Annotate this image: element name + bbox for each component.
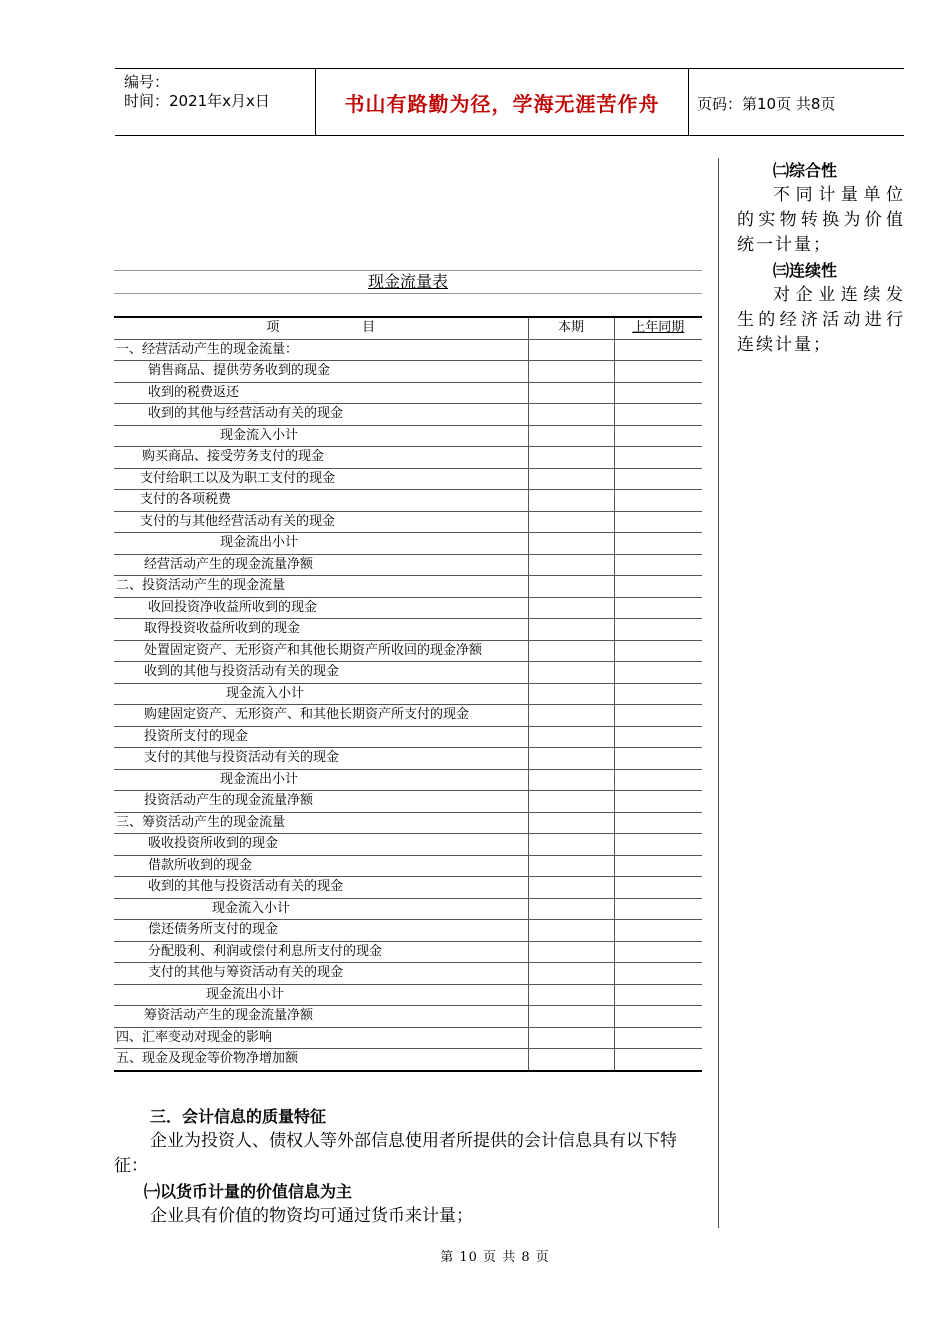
row-current-value [528,877,614,899]
row-item-label: 一、经营活动产生的现金流量： [114,339,528,361]
row-prior-value [614,490,702,512]
row-item-label: 支付的其他与筹资活动有关的现金 [114,963,528,985]
col-header-current: 本期 [528,317,614,339]
row-prior-value [614,748,702,770]
table-row [114,640,702,662]
row-current-value [528,511,614,533]
row-prior-value [614,404,702,426]
table-row [114,576,702,598]
row-current-value [528,597,614,619]
doc-time-label: 时间：2021年x月x日 [124,92,270,110]
col-header-prior: 上年同期 [614,317,702,339]
row-current-value [528,748,614,770]
table-row [114,791,702,813]
paragraph-continuity: 对企业连续发生的经济活动进行连续计量； [737,285,905,355]
row-current-value [528,1049,614,1071]
row-current-value [528,361,614,383]
row-item-label: 吸收投资所收到的现金 [114,834,528,856]
row-current-value [528,640,614,662]
row-item-label: 筹资活动产生的现金流量净额 [114,1006,528,1028]
table-row [114,748,702,770]
table-header-row [114,317,702,339]
row-item-label: 收到的其他与经营活动有关的现金 [114,404,528,426]
row-prior-value [614,855,702,877]
page-footer: 第 10 页 共 8 页 [440,1250,550,1265]
table-row [114,339,702,361]
table-row [114,941,702,963]
row-item-label: 购建固定资产、无形资产、和其他长期资产所支付的现金 [114,705,528,727]
section-paragraph-1: 企业为投资人、债权人等外部信息使用者所提供的会计信息具有以下特征： [114,1131,677,1176]
row-item-label: 现金流入小计 [114,425,528,447]
table-row [114,361,702,383]
row-prior-value [614,898,702,920]
row-prior-value [614,877,702,899]
row-current-value [528,619,614,641]
doc-number-label: 编号： [124,73,170,91]
row-current-value [528,576,614,598]
row-prior-value [614,834,702,856]
subheading-monetary: ㈠以货币计量的价值信息为主 [144,1182,353,1201]
row-current-value [528,834,614,856]
row-current-value [528,447,614,469]
table-row [114,1027,702,1049]
row-item-label: 现金流出小计 [114,769,528,791]
row-prior-value [614,941,702,963]
row-item-label: 偿还债务所支付的现金 [114,920,528,942]
row-current-value [528,920,614,942]
row-current-value [528,339,614,361]
row-current-value [528,1027,614,1049]
table-row [114,726,702,748]
header-motto: 书山有路勤为径，学海无涯苦作舟 [344,92,660,116]
column-divider [718,158,719,1228]
table-row [114,920,702,942]
row-current-value [528,705,614,727]
table-row [114,834,702,856]
section-paragraph-2: 企业具有价值的物资均可通过货币来计量； [150,1206,473,1226]
row-prior-value [614,597,702,619]
table-title: 现金流量表 [114,271,702,294]
row-current-value [528,554,614,576]
row-current-value [528,382,614,404]
row-prior-value [614,425,702,447]
row-prior-value [614,447,702,469]
row-item-label: 经营活动产生的现金流量净额 [114,554,528,576]
row-item-label: 分配股利、利润或偿付利息所支付的现金 [114,941,528,963]
table-row [114,984,702,1006]
table-row [114,490,702,512]
col-header-item: 项 目 [114,317,528,339]
table-row [114,683,702,705]
table-row [114,554,702,576]
table-row [114,382,702,404]
row-prior-value [614,726,702,748]
header-bottom-rule [115,135,904,136]
row-item-label: 取得投资收益所收到的现金 [114,619,528,641]
table-row [114,597,702,619]
row-prior-value [614,1027,702,1049]
row-item-label: 购买商品、接受劳务支付的现金 [114,447,528,469]
section-heading: 三．会计信息的质量特征 [150,1107,327,1126]
row-item-label: 现金流入小计 [114,683,528,705]
row-item-label: 收到的其他与投资活动有关的现金 [114,662,528,684]
paragraph-comprehensive: 不同计量单位的实物转换为价值统一计量； [737,185,905,255]
row-prior-value [614,361,702,383]
heading-continuity: ㈢连续性 [773,261,838,280]
row-current-value [528,963,614,985]
row-item-label: 支付给职工以及为职工支付的现金 [114,468,528,490]
row-prior-value [614,382,702,404]
row-prior-value [614,339,702,361]
row-item-label: 销售商品、提供劳务收到的现金 [114,361,528,383]
table-blank-row [114,294,702,318]
table-row [114,425,702,447]
row-prior-value [614,554,702,576]
row-current-value [528,791,614,813]
body-text [114,1104,704,1229]
row-prior-value [614,705,702,727]
row-item-label: 投资活动产生的现金流量净额 [114,791,528,813]
row-prior-value [614,920,702,942]
row-current-value [528,941,614,963]
row-item-label: 借款所收到的现金 [114,855,528,877]
row-item-label: 投资所支付的现金 [114,726,528,748]
row-item-label: 收到的其他与投资活动有关的现金 [114,877,528,899]
right-column [737,158,905,358]
table-row [114,898,702,920]
table-row [114,769,702,791]
row-item-label: 处置固定资产、无形资产和其他长期资产所收回的现金净额 [114,640,528,662]
row-current-value [528,726,614,748]
row-current-value [528,490,614,512]
row-item-label: 四、汇率变动对现金的影响 [114,1027,528,1049]
row-prior-value [614,791,702,813]
table-row [114,404,702,426]
row-prior-value [614,1006,702,1028]
row-current-value [528,533,614,555]
row-current-value [528,1006,614,1028]
row-current-value [528,662,614,684]
table-row [114,1006,702,1028]
table-row [114,855,702,877]
table-row [114,705,702,727]
row-item-label: 五、现金及现金等价物净增加额 [114,1049,528,1071]
row-prior-value [614,963,702,985]
row-item-label: 支付的其他与投资活动有关的现金 [114,748,528,770]
table-row [114,662,702,684]
row-current-value [528,812,614,834]
row-prior-value [614,683,702,705]
heading-comprehensive: ㈡综合性 [773,161,838,180]
row-item-label: 现金流入小计 [114,898,528,920]
table-row [114,877,702,899]
row-current-value [528,468,614,490]
row-item-label: 二、投资活动产生的现金流量 [114,576,528,598]
page-number-label: 页码：第10页 共8页 [697,95,836,113]
row-item-label: 三、筹资活动产生的现金流量 [114,812,528,834]
row-item-label: 现金流出小计 [114,533,528,555]
row-current-value [528,425,614,447]
row-item-label: 现金流出小计 [114,984,528,1006]
table-row [114,468,702,490]
row-item-label: 收到的税费返还 [114,382,528,404]
table-row [114,447,702,469]
header-top-rule [115,68,904,69]
row-prior-value [614,812,702,834]
cash-flow-table [114,270,702,1072]
table-title-row [114,271,702,294]
header-divider-right [688,69,689,135]
table-row [114,511,702,533]
table-row [114,963,702,985]
row-item-label: 支付的与其他经营活动有关的现金 [114,511,528,533]
table-row [114,1049,702,1071]
row-current-value [528,769,614,791]
row-current-value [528,984,614,1006]
row-prior-value [614,640,702,662]
row-current-value [528,404,614,426]
row-prior-value [614,769,702,791]
table-row [114,533,702,555]
row-prior-value [614,619,702,641]
row-current-value [528,683,614,705]
row-current-value [528,898,614,920]
row-prior-value [614,984,702,1006]
table-row [114,619,702,641]
table-row [114,812,702,834]
row-prior-value [614,576,702,598]
row-prior-value [614,468,702,490]
row-item-label: 收回投资净收益所收到的现金 [114,597,528,619]
row-current-value [528,855,614,877]
row-prior-value [614,533,702,555]
row-prior-value [614,1049,702,1071]
row-prior-value [614,662,702,684]
row-item-label: 支付的各项税费 [114,490,528,512]
row-prior-value [614,511,702,533]
